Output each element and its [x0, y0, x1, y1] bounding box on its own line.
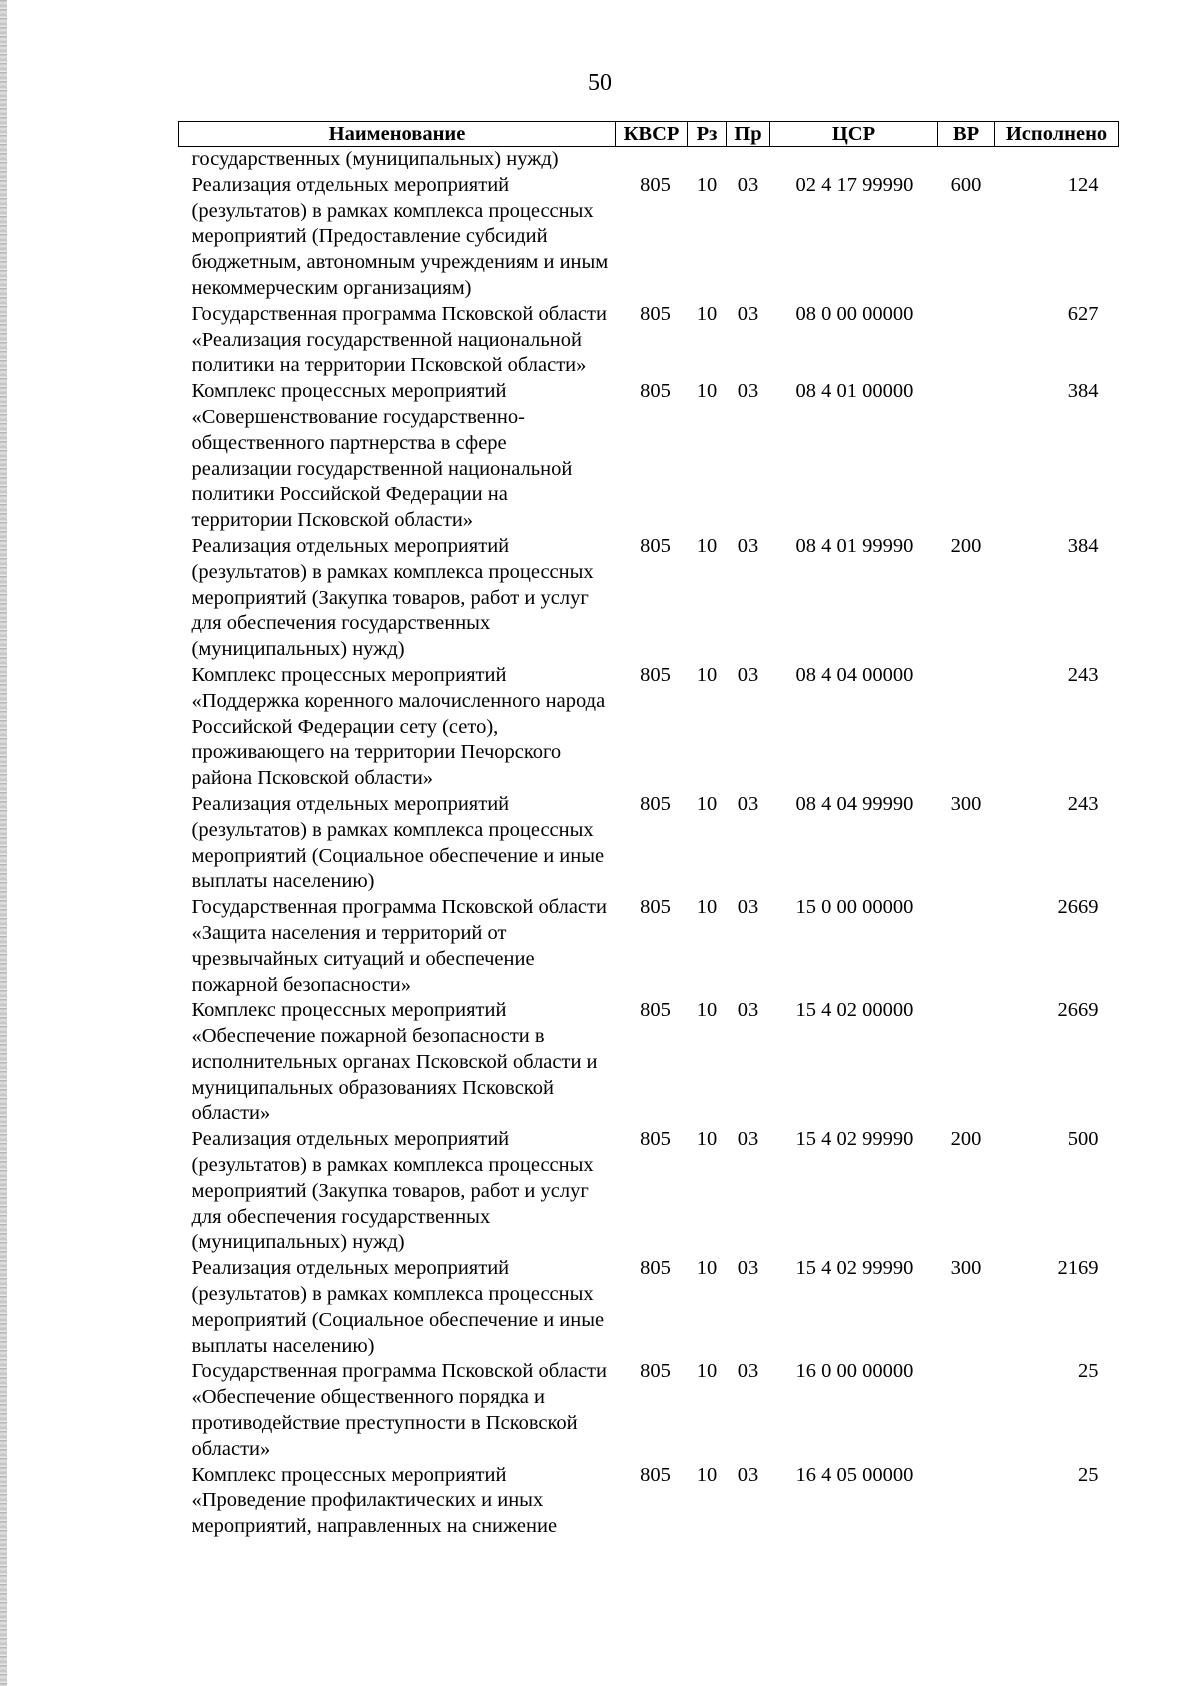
cell-sum: 384: [1067, 534, 1099, 557]
cell-pr: 03: [737, 999, 759, 1022]
cell-name: государственных (муниципальных) нужд): [191, 148, 559, 170]
cell-rz: 10: [696, 663, 718, 686]
cell-csr: 08 4 01 99990: [795, 534, 914, 557]
cell-pr: 03: [737, 173, 759, 196]
cell-csr: 15 0 00 00000: [795, 896, 914, 919]
cell-rz: 10: [696, 1128, 718, 1151]
cell-csr: 16 0 00 00000: [795, 1360, 914, 1383]
cell-name: Комплекс процессных мероприятий «Обеспечение пожарной безопасности в исполнительных органах Псковской области и муниципальных образованиях Псковской области»: [191, 999, 598, 1125]
cell-csr: [770, 147, 938, 173]
cell-vr: 200: [950, 1128, 982, 1151]
cell-kvsr: 805: [640, 1257, 671, 1280]
cell-vr: [938, 1463, 995, 1540]
table-body: [179, 147, 1119, 1541]
cell-name: Комплекс процессных мероприятий «Совершенствование государственно-общественного партнерства в сфере реализации государственной национальной политики Российской Федерации на территории Псковской области»: [191, 380, 573, 532]
cell-pr: 03: [737, 1257, 759, 1280]
cell-vr: [938, 998, 995, 1127]
budget-table: [178, 121, 1119, 1540]
table-row: [179, 173, 1119, 302]
cell-kvsr: 805: [640, 302, 671, 325]
cell-kvsr: 805: [640, 1128, 671, 1151]
cell-pr: 03: [737, 1128, 759, 1151]
cell-sum: 243: [1067, 792, 1099, 815]
cell-rz: [688, 147, 727, 173]
table-header-row: [179, 122, 1119, 147]
cell-csr: 08 4 01 00000: [795, 380, 914, 403]
cell-sum: 243: [1067, 663, 1099, 686]
cell-pr: 03: [737, 1360, 759, 1383]
cell-kvsr: 805: [640, 792, 671, 815]
cell-rz: 10: [696, 896, 718, 919]
table-row: [179, 1463, 1119, 1540]
table-row: [179, 147, 1119, 173]
cell-vr: [938, 302, 995, 379]
table-row: [179, 534, 1119, 663]
cell-vr: 300: [950, 792, 982, 815]
cell-rz: 10: [696, 1257, 718, 1280]
header-kvsr: КВСР: [616, 122, 688, 147]
cell-csr: 15 4 02 00000: [795, 999, 914, 1022]
cell-kvsr: 805: [640, 999, 671, 1022]
cell-pr: 03: [737, 1463, 759, 1486]
cell-sum: 2169: [1057, 1257, 1099, 1280]
table-row: [179, 379, 1119, 534]
cell-name: Реализация отдельных мероприятий (результатов) в рамках комплекса процессных мероприятий (Закупка товаров, работ и услуг для обеспечения государственных (муниципальных) нужд): [191, 1128, 594, 1254]
cell-rz: 10: [696, 173, 718, 196]
header-rz: Рз: [688, 122, 727, 147]
table-row: [179, 1359, 1119, 1462]
cell-pr: 03: [737, 792, 759, 815]
cell-name: Комплекс процессных мероприятий «Проведение профилактических и иных мероприятий, направленных на снижение: [191, 1463, 558, 1538]
page-number: 50: [588, 70, 612, 96]
cell-sum: 124: [1067, 173, 1099, 196]
cell-pr: [727, 147, 770, 173]
cell-pr: 03: [737, 663, 759, 686]
cell-rz: 10: [696, 1360, 718, 1383]
cell-pr: 03: [737, 302, 759, 325]
cell-csr: 02 4 17 99990: [795, 173, 914, 196]
cell-name: Комплекс процессных мероприятий «Поддержка коренного малочисленного народа Российской Федерации сету (сето), проживающего на территории Печорского района Псковской области»: [191, 663, 606, 790]
header-vr: ВР: [938, 122, 995, 147]
cell-pr: 03: [737, 896, 759, 919]
cell-vr: 200: [950, 534, 982, 557]
cell-kvsr: [616, 147, 688, 173]
table-row: [179, 792, 1119, 895]
cell-name: Реализация отдельных мероприятий (результатов) в рамках комплекса процессных мероприятий (Социальное обеспечение и иные выплаты населению): [191, 792, 605, 893]
cell-name: Реализация отдельных мероприятий (результатов) в рамках комплекса процессных мероприятий (Социальное обеспечение и иные выплаты населению): [191, 1257, 605, 1357]
cell-vr: [938, 895, 995, 998]
cell-csr: 08 4 04 99990: [795, 792, 914, 815]
cell-name: Государственная программа Псковской области «Реализация государственной национальной политики на территории Псковской области»: [191, 302, 607, 377]
cell-sum: 2669: [1057, 999, 1099, 1022]
cell-pr: 03: [737, 380, 759, 403]
cell-csr: 08 4 04 00000: [795, 663, 914, 686]
cell-sum: 500: [1067, 1128, 1099, 1151]
cell-kvsr: 805: [640, 534, 671, 557]
cell-vr: [938, 1359, 995, 1462]
cell-vr: 300: [950, 1257, 982, 1280]
cell-name: Реализация отдельных мероприятий (результатов) в рамках комплекса процессных мероприятий (Закупка товаров, работ и услуг для обеспечения государственных (муниципальных) нужд): [191, 534, 594, 661]
cell-kvsr: 805: [640, 1360, 671, 1383]
header-sum: Исполнено: [995, 122, 1119, 147]
cell-rz: 10: [696, 1463, 718, 1486]
cell-kvsr: 805: [640, 1463, 671, 1486]
cell-name: Государственная программа Псковской области «Обеспечение общественного порядка и противодействие преступности в Псковской области»: [191, 1360, 607, 1460]
cell-sum: 25: [1078, 1360, 1099, 1383]
cell-csr: 08 0 00 00000: [795, 302, 914, 325]
cell-csr: 15 4 02 99990: [795, 1257, 914, 1280]
cell-sum: [995, 147, 1119, 173]
cell-vr: [938, 663, 995, 792]
table-row: [179, 663, 1119, 792]
cell-name: Реализация отдельных мероприятий (результатов) в рамках комплекса процессных мероприятий (Предоставление субсидий бюджетным, автономным учреждениям и иным некоммерческим организациям): [191, 173, 609, 299]
header-csr: ЦСР: [770, 122, 938, 147]
cell-sum: 2669: [1057, 896, 1099, 919]
cell-rz: 10: [696, 302, 718, 325]
cell-kvsr: 805: [640, 896, 671, 919]
cell-kvsr: 805: [640, 173, 671, 196]
cell-csr: 15 4 02 99990: [795, 1128, 914, 1151]
cell-rz: 10: [696, 792, 718, 815]
header-pr: Пр: [727, 122, 770, 147]
table-row: [179, 895, 1119, 998]
cell-rz: 10: [696, 534, 718, 557]
cell-sum: 25: [1078, 1463, 1099, 1486]
table-row: [179, 998, 1119, 1127]
cell-vr: [938, 147, 995, 173]
scan-edge: [0, 0, 7, 1686]
cell-pr: 03: [737, 534, 759, 557]
table-row: [179, 1127, 1119, 1256]
cell-csr: 16 4 05 00000: [795, 1463, 914, 1486]
cell-sum: 627: [1067, 302, 1099, 325]
cell-vr: [938, 379, 995, 534]
table-row: [179, 302, 1119, 379]
cell-kvsr: 805: [640, 380, 671, 403]
cell-vr: 600: [950, 173, 982, 196]
table-row: [179, 1256, 1119, 1359]
cell-kvsr: 805: [640, 663, 671, 686]
cell-rz: 10: [696, 380, 718, 403]
cell-sum: 384: [1067, 380, 1099, 403]
cell-name: Государственная программа Псковской области «Защита населения и территорий от чрезвычайных ситуаций и обеспечение пожарной безопасности»: [191, 896, 607, 996]
header-name: Наименование: [179, 122, 616, 147]
cell-rz: 10: [696, 999, 718, 1022]
